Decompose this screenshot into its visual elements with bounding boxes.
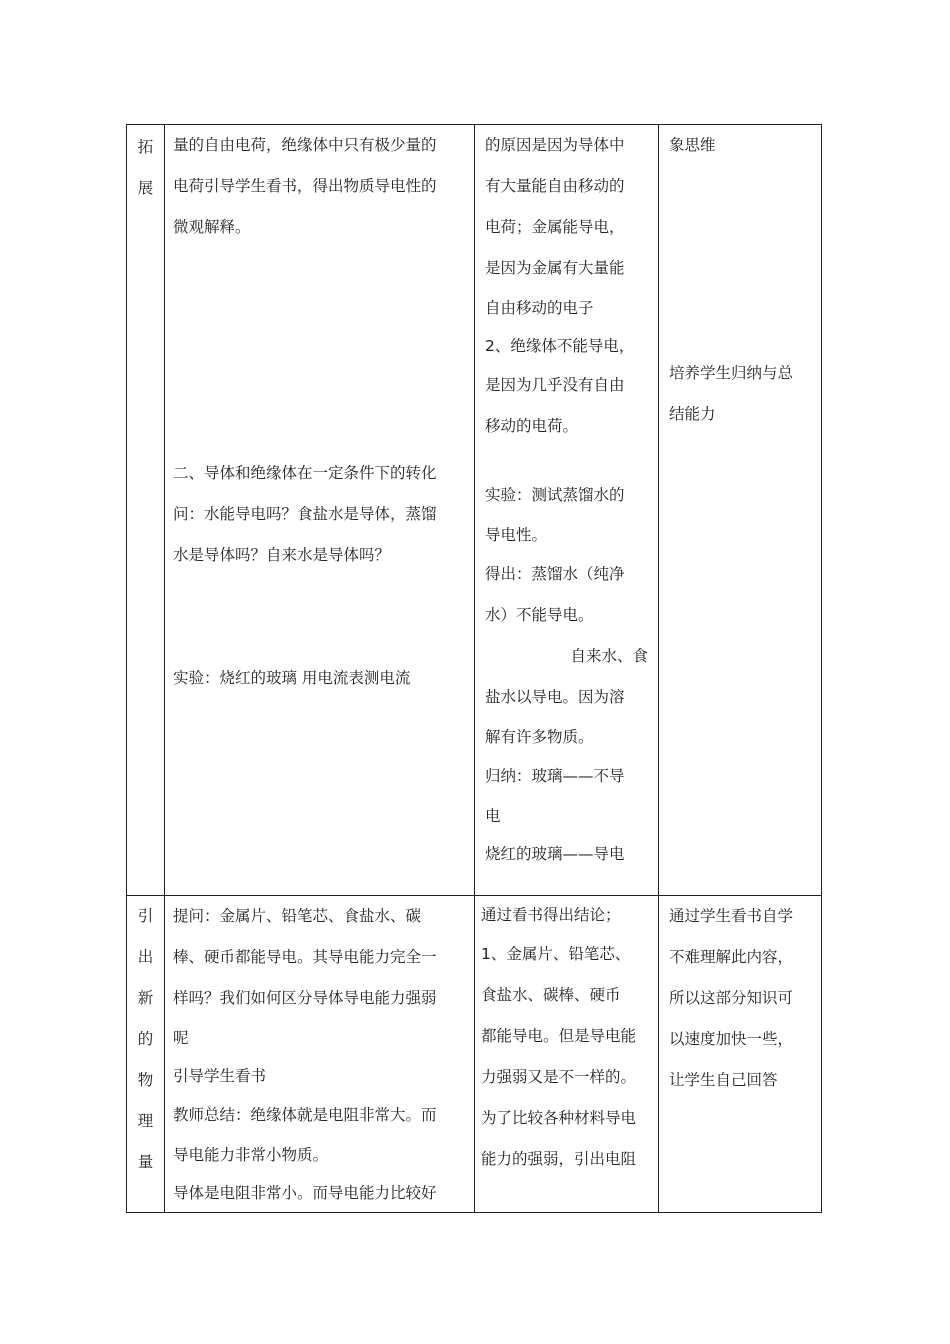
stage-char: 理 (137, 1112, 154, 1130)
text-line: 所以这部分知识可 (669, 989, 794, 1007)
student-activity-cell (475, 896, 659, 1213)
text-line: 培养学生归纳与总 (669, 364, 794, 382)
text-line: 自来水、食 (570, 647, 648, 665)
text-line: 实验：烧红的玻璃 用电流表测电流 (173, 669, 411, 687)
text-line: 引导学生看书 (173, 1067, 267, 1085)
text-line: 通过学生看书自学 (669, 907, 794, 925)
text-line: 呢 (173, 1029, 189, 1047)
text-line: 电 (485, 807, 501, 825)
stage-char: 展 (137, 179, 154, 197)
text-line: 结能力 (669, 405, 716, 423)
text-line: 1、金属片、铅笔芯、 (481, 945, 631, 963)
stage-char: 拓 (137, 138, 154, 156)
text-line: 为了比较各种材料导电 (481, 1109, 637, 1127)
teacher-activity-cell (165, 896, 475, 1213)
text-line: 通过看书得出结论； (481, 906, 621, 924)
text-line: 导电能力非常小物质。 (173, 1146, 329, 1164)
text-line: 水是导体吗？自来水是导体吗？ (173, 546, 391, 564)
text-line: 样吗？我们如何区分导体导电能力强弱 (173, 989, 437, 1007)
teacher-activity-cell (165, 125, 475, 896)
table-row-extension (127, 125, 822, 896)
text-line: 象思维 (669, 136, 716, 154)
text-line: 有大量能自由移动的 (485, 177, 625, 195)
text-line: 的原因是因为导体中 (485, 136, 625, 154)
text-line: 不难理解此内容， (669, 948, 794, 966)
text-line: 教师总结：绝缘体就是电阻非常大。而 (173, 1106, 437, 1124)
text-line: 食盐水、碳棒、硬币 (481, 986, 621, 1004)
text-line: 让学生自己回答 (669, 1071, 778, 1089)
text-line: 棒、硬币都能导电。其导电能力完全一 (173, 948, 437, 966)
text-line: 自由移动的电子 (485, 299, 594, 317)
text-line: 实验：测试蒸馏水的 (485, 486, 625, 504)
section-heading: 二、导体和绝缘体在一定条件下的转化 (173, 464, 437, 482)
text-line: 提问：金属片、铅笔芯、食盐水、碳 (173, 907, 422, 925)
text-line: 电荷；金属能导电， (485, 218, 625, 236)
text-line: 量的自由电荷，绝缘体中只有极少量的 (173, 136, 437, 154)
text-line: 导电性。 (485, 526, 548, 544)
text-line: 2、绝缘体不能导电， (485, 337, 635, 355)
text-line: 烧红的玻璃——导电 (485, 845, 625, 863)
text-line: 力强弱又是不一样的。 (481, 1068, 637, 1086)
text-line: 微观解释。 (173, 218, 251, 236)
text-line: 是因为几乎没有自由 (485, 376, 625, 394)
text-line: 解有许多物质。 (485, 728, 594, 746)
text-line: 能力的强弱，引出电阻 (481, 1150, 637, 1168)
text-line: 是因为金属有大量能 (485, 259, 625, 277)
text-line: 导体是电阻非常小。而导电能力比较好 (173, 1184, 437, 1202)
text-line: 问：水能导电吗？食盐水是导体，蒸馏 (173, 505, 437, 523)
stage-char: 的 (137, 1030, 154, 1048)
text-line: 得出：蒸馏水（纯净 (485, 565, 625, 583)
stage-char: 新 (137, 989, 154, 1007)
text-line: 盐水以导电。因为溶 (485, 688, 625, 706)
text-line: 电荷引导学生看书，得出物质导电性的 (173, 177, 437, 195)
text-line: 移动的电荷。 (485, 417, 579, 435)
text-line: 都能导电。但是导电能 (481, 1027, 637, 1045)
stage-char: 量 (137, 1153, 154, 1171)
stage-cell-new-quantity (127, 896, 165, 1213)
stage-char: 物 (137, 1071, 154, 1089)
table-row-new-quantity (127, 896, 822, 1213)
text-line: 水）不能导电。 (485, 606, 594, 624)
stage-cell-extension (127, 125, 165, 896)
stage-char: 出 (137, 948, 154, 966)
design-intent-cell (659, 125, 822, 896)
student-activity-cell (475, 125, 659, 896)
lesson-plan-table (126, 124, 822, 1213)
text-line: 以速度加快一些， (669, 1030, 794, 1048)
design-intent-cell (659, 896, 822, 1213)
stage-char: 引 (137, 907, 154, 925)
text-line: 归纳：玻璃——不导 (485, 767, 625, 785)
